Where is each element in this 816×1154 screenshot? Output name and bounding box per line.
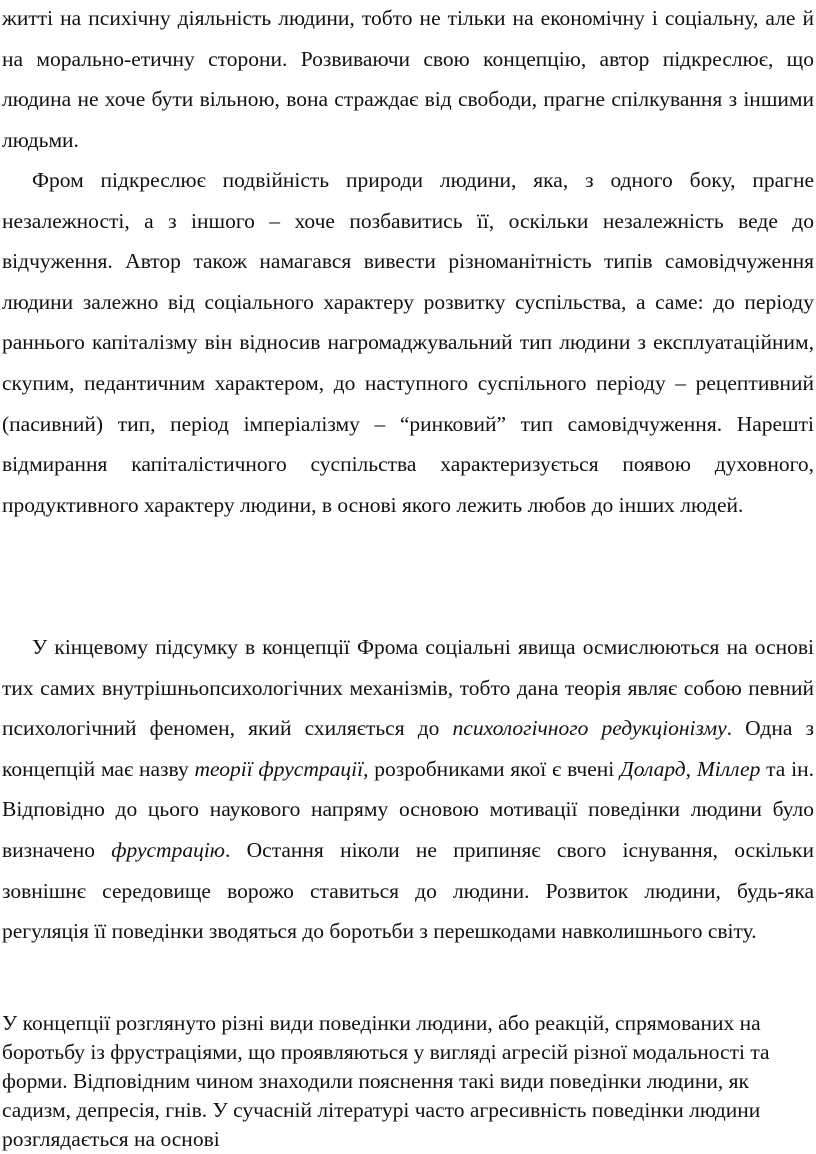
paragraph-4-text: У концепції розглянуто різні види поведінки людини, або реакцій, спрямованих на боротьбу із фрустраціями, що проявляються у вигляді агресій різної модальності та форми. Відповідним чином знаходили пояснення такі види поведінки людини, як садизм, депресія, гнів. У сучасній літературі часто агресивність поведінки людини розглядається на основі [2, 1011, 770, 1151]
paragraph-3-part-4: , [685, 756, 697, 781]
paragraph-2-text: Фром підкреслює подвійність природи людини, яка, з одного боку, прагне незалежності, а з іншого – хоче позбавитись її, оскільки незалежність веде до відчуження. Автор також намагався вивести різноманітність типів самовідчуження людини залежно від соціального характеру розвитку суспільства, а саме: до періоду раннього капіталізму він відносив нагромаджувальний тип людини з експлуатаційним, скупим, педантичним характером, до наступного суспільного періоду – рецептивний (пасивний) тип, період імперіалізму – “ринковий” тип самовідчуження. Нарешті відмирання капіталістичного суспільства характеризується появою духовного, продуктивного характеру людини, в основі якого лежить любов до інших людей. [2, 168, 814, 517]
term-psychological-reductionism: психологічного редукціонізму [452, 716, 727, 741]
paragraph-3 [2, 627, 814, 952]
term-frustration-theory: теорії фрустрації [194, 756, 364, 781]
paragraph-2 [2, 160, 814, 525]
paragraph-1 [2, 0, 814, 160]
name-miller: Міллер [696, 756, 761, 781]
paragraph-3-part-3: , розробниками якої є вчені [363, 756, 621, 781]
paragraph-1-text: житті на психічну діяльність людини, тобто не тільки на економічну і соціальну, але й на морально-етичну сторони. Розвиваючи свою концепцію, автор підкреслює, що людина не хоче бути вільною, вона страждає від свободи, прагне спілкування з іншими людьми. [2, 6, 814, 152]
paragraph-3-part-6: . Остання ніколи не припиняє свого існування, оскільки зовнішнє середовище ворожо ставиться до людини. Розвиток людини, будь-яка регуляція її поведінки зводяться до боротьби з перешкодами навколишнього світу. [2, 837, 814, 944]
paragraph-4 [2, 1009, 802, 1154]
paragraph-3-part-1: У кінцевому підсумку в концепції Фрома соціальні явища осмислюються на основі тих самих внутрішньопсихологічних механізмів, тобто дана теорія являє собою певний психологічний феномен, який схиляється до [2, 635, 814, 741]
name-dollard: Долард [620, 756, 686, 781]
paragraph-3-part-2: . Одна з концепцій має назву [2, 716, 814, 781]
term-frustration: фрустрацію [111, 837, 225, 862]
paragraph-3-part-5: та ін. Відповідно до цього наукового напряму основою мотивації поведінки людини було визначено [2, 756, 814, 862]
